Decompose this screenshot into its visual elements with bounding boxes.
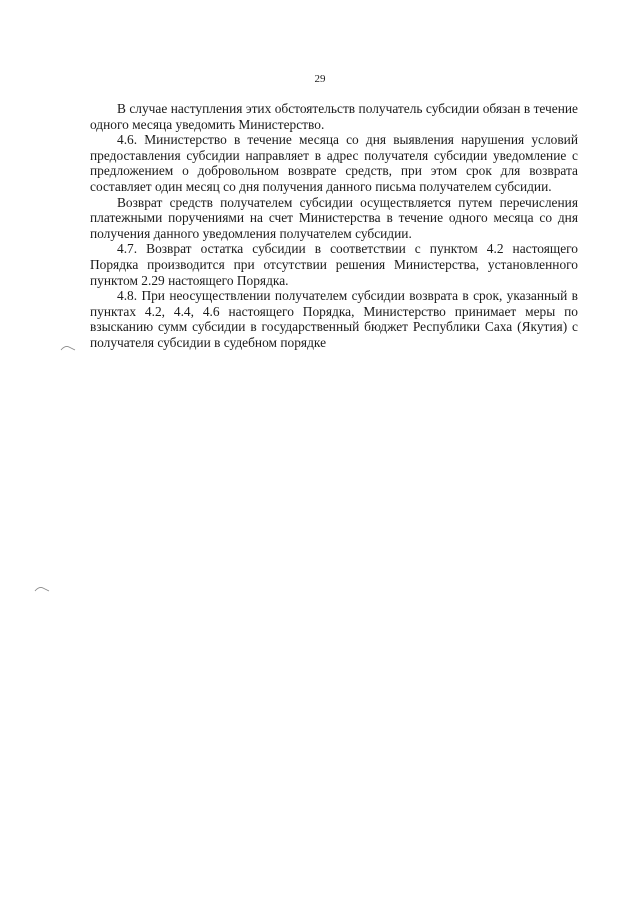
paragraph-4-8: 4.8. При неосуществлении получателем субсидии возврата в срок, указанный в пунктах 4.2, 4.4, 4.6 настоящего Порядка, Министерство принимает меры по взысканию сумм субсидии в государственный бюджет Республики Саха (Якутия) с получателя субсидии в судебном порядке [90,288,578,350]
scan-mark [60,344,76,352]
paragraph-4-7: 4.7. Возврат остатка субсидии в соответствии с пунктом 4.2 настоящего Порядка производится при отсутствии решения Министерства, установленного пунктом 2.29 настоящего Порядка. [90,241,578,288]
paragraph-4-6: 4.6. Министерство в течение месяца со дня выявления нарушения условий предоставления субсидии направляет в адрес получателя субсидии уведомление с предложением о добровольном возврате средств, при этом срок для возврата составляет один месяц со дня получения данного письма получателем субсидии. [90,132,578,194]
paragraph-notification: В случае наступления этих обстоятельств получатель субсидии обязан в течение одного месяца уведомить Министерство. [90,101,578,132]
paragraph-refund: Возврат средств получателем субсидии осуществляется путем перечисления платежными поручениями на счет Министерства в течение одного месяца со дня получения данного уведомления получателем субсидии. [90,194,578,241]
page-number: 29 [314,73,326,85]
document-body [90,101,578,351]
scan-mark [34,585,50,593]
